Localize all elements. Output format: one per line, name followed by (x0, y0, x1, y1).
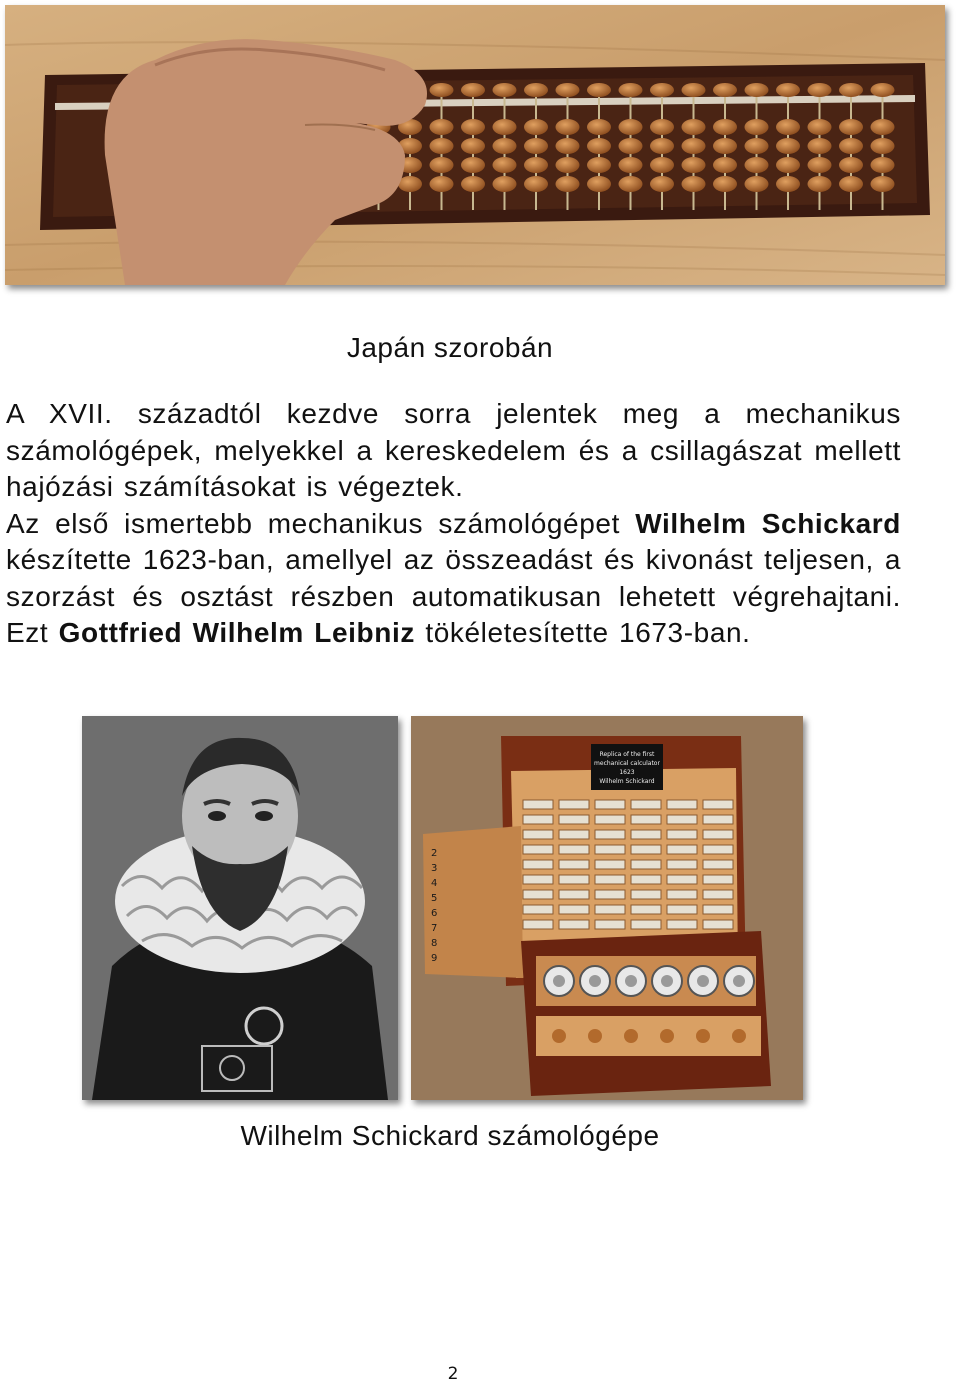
page-number: 2 (447, 1364, 459, 1384)
schickard-caption: Wilhelm Schickard számológépe (240, 1120, 660, 1151)
soroban-caption: Japán szorobán (346, 332, 554, 363)
paragraph-2-part-2: készítette 1623-ban, amellyel az összeadást és kivonást teljesen, a szorzást és osztást részben automatikusan lehetett végrehajtani. Ezt (6, 544, 901, 648)
body-text (6, 396, 901, 652)
machine-digit: 7 (431, 923, 438, 934)
paragraph-2-part-1: Az első ismertebb mechanikus számológépet (6, 507, 636, 539)
paragraph-2 (6, 506, 901, 652)
paragraph-1: A XVII. századtól kezdve sorra jelentek meg a mechanikus számológépek, melyekkel a kereskedelem és a csillagászat mellett hajózási számításokat is végeztek. (6, 398, 901, 502)
machine-digit: 4 (431, 878, 438, 889)
schickard-portrait (82, 716, 398, 1100)
machine-digit: 8 (431, 938, 438, 949)
plaque-line-2: mechanical calculator (594, 760, 660, 767)
machine-digit: 9 (431, 953, 438, 964)
machine-digit: 6 (431, 908, 438, 919)
machine-digit: 3 (431, 863, 438, 874)
leibniz-name: Gottfried Wilhelm Leibniz (58, 617, 415, 648)
machine-digit: 2 (431, 848, 438, 859)
plaque-line-4: Wilhelm Schickard (599, 778, 655, 785)
soroban-photo (5, 5, 945, 285)
machine-digit: 5 (431, 893, 438, 904)
paragraph-2-part-3: tökéletesítette 1673-ban. (414, 617, 751, 648)
plaque-line-3: 1623 (619, 769, 635, 776)
schickard-calculator-photo (411, 716, 803, 1100)
schickard-name: Wilhelm Schickard (635, 507, 901, 539)
plaque-line-1: Replica of the first (599, 751, 655, 758)
